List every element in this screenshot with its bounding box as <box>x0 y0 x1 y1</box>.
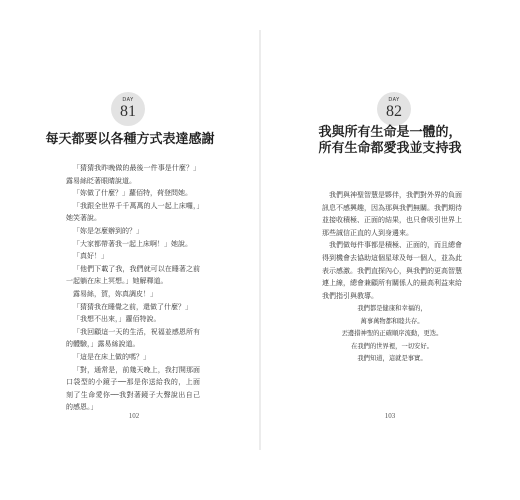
day-number: 82 <box>386 103 402 120</box>
day-label: DAY <box>388 97 400 103</box>
page-number: 102 <box>128 412 140 420</box>
body-text <box>66 162 200 414</box>
affirmation-line: 在我們的世界裡，一切安好。 <box>351 342 433 350</box>
paragraph: 「猜猜我昨晚做的最後一件事是什麼？」露易絲眨著眼睛說道。 <box>66 164 200 185</box>
affirmation-block <box>322 303 462 366</box>
title-line: 所有生命都愛我並支持我 <box>318 141 462 156</box>
page-number: 103 <box>384 412 396 420</box>
paragraph: 「我想不出來，」蘿佰特說。 <box>73 315 161 324</box>
paragraph: 「我跟全世界千千萬萬的人一起上床囉，」她笑著說。 <box>66 201 200 223</box>
day-badge <box>111 92 145 126</box>
affirmation-line: 萬事萬物都和睦共存。 <box>360 317 424 325</box>
paragraph: 露易絲，賀，妳真調皮！」 <box>73 289 157 298</box>
paragraph: 「猜猜我在睡覺之前，還做了什麼？」 <box>73 302 192 311</box>
paragraph: 我們與神聖智慧是夥伴，我們對外界的負面訊息不感興趣，因為那與我們無關。我們期待並接收積極、正面的結果，也只會吸引世界上那些誠信正直的人到身邊來。 <box>322 191 462 237</box>
affirmation-line: 丟邊措神聖的正確順序流動，更迭。 <box>341 330 443 338</box>
paragraph: 「妳是怎麼辦到的？」 <box>73 226 143 235</box>
day-badge <box>377 92 411 126</box>
body-text <box>322 189 462 302</box>
paragraph: 「這是在床上做的嗎？」 <box>73 352 150 361</box>
day-label: DAY <box>122 97 134 103</box>
paragraph: 「大家都帶著我一起上床啊！」她說。 <box>73 239 192 248</box>
title-line: 我與所有生命是一體的， <box>318 125 462 140</box>
day-number: 81 <box>120 103 136 120</box>
affirmation-line: 我們都是健康和幸福的， <box>357 305 427 312</box>
page-title: 每天都要以各種方式表達感謝 <box>45 132 215 147</box>
paragraph: 「我回顧這一天的生活，祝福並感恩所有的體驗，」露易絲說道。 <box>66 327 200 349</box>
paragraph: 「對，通常是，前幾天晚上，我打開那面口袋型的小鏡子──那是你送給我的，上面刻了生命愛你──我對著鏡子大聲說出自己的感恩。」 <box>66 365 200 412</box>
paragraph: 我們做每件事都是積極、正面的，而且總會得到機會去協助這個星球及每一個人，並為此表示感激。我們直探內心，與我們的更高智慧連上線，總會兼顧所有關係人的最高利益來給我們指引與教導。 <box>322 241 462 300</box>
page-title <box>298 125 482 157</box>
paragraph: 「他們下載了我，我們就可以在睡著之前一起躺在床上冥想。」她解釋道。 <box>66 264 200 286</box>
paragraph: 「真好！」 <box>73 252 108 261</box>
paragraph: 「妳做了什麼？」蘿佰特，荷登問她。 <box>73 189 192 198</box>
right-page <box>260 0 520 500</box>
affirmation-line: 我們知道，這就是事實。 <box>357 355 427 363</box>
